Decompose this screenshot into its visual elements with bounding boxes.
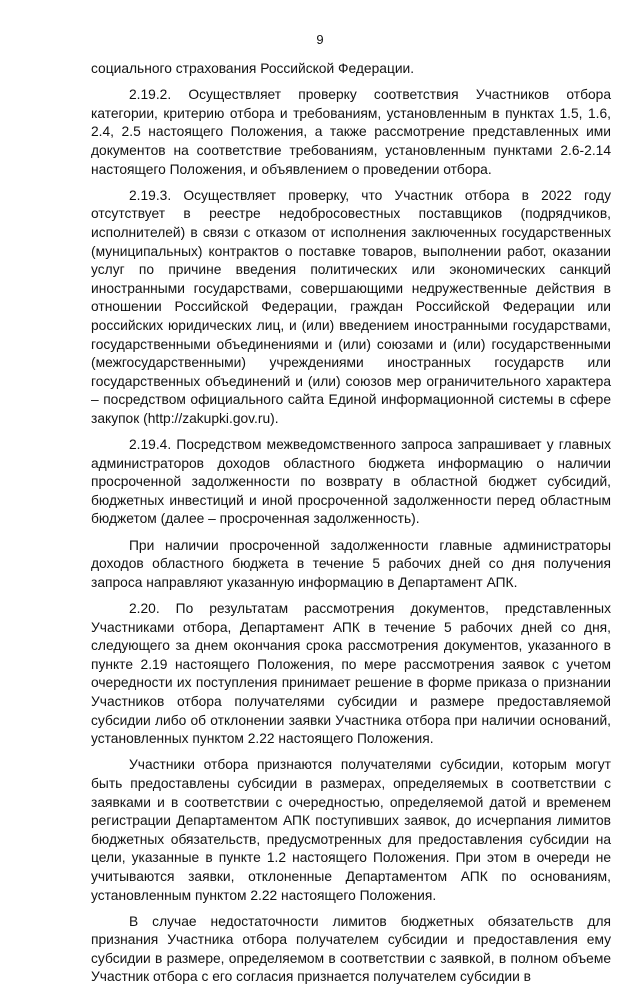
document-body xyxy=(91,60,611,995)
paragraph-continuation: социального страхования Российской Федерации. xyxy=(91,61,415,76)
paragraph-insufficient-limits: В случае недостаточности лимитов бюджетных обязательств для признания Участника отбора получателем субсидии и предоставления ему субсидии в размере, определяемом в соответствии с заявкой, в полном объеме Участник отбора с его согласия признается получателем субсидии в xyxy=(91,913,611,985)
paragraph-recipients: Участники отбора признаются получателями субсидии, которым могут быть предоставлены субсидии в размерах, определяемых в соответствии с заявками и в соответствии с очередностью, определяемой датой и временем регистрации Департаментом АПК поступивших заявок, до исчерпания лимитов бюджетных обязательств, предусмотренных для предоставления субсидии на цели, указанные в пункте 1.2 настоящего Положения. При этом в очереди не учитываются заявки, отклоненные Департаментом АПК по основаниям, установленным пунктом 2.22 настоящего Положения. xyxy=(91,757,611,903)
paragraph-overdue-debt: При наличии просроченной задолженности главные администраторы доходов областного бюджета в течение 5 рабочих дней со дня получения запроса направляют указанную информацию в Департамент АПК. xyxy=(91,537,611,590)
paragraph-2-19-2: 2.19.2. Осуществляет проверку соответствия Участников отбора категории, критерию отбора и требованиям, установленным в пунктах 1.5, 1.6, 2.4, 2.5 настоящего Положения, а также рассмотрение представленных ими документов на соответствие требованиям, установленным пунктами 2.6-2.14 настоящего Положения, и объявлением о проведении отбора. xyxy=(91,87,611,177)
paragraph-2-20: 2.20. По результатам рассмотрения документов, представленных Участниками отбора, Департамент АПК в течение 5 рабочих дней со дня, следующего за днем окончания срока рассмотрения документов, указанного в пункте 2.19 настоящего Положения, по мере рассмотрения заявок с учетом очередности их поступления принимает решение в форме приказа о признании Участников отбора получателями субсидии и размере предоставляемой субсидии либо об отклонении заявки Участника отбора при наличии оснований, установленных пунктом 2.22 настоящего Положения. xyxy=(91,601,611,747)
page-number: 9 xyxy=(316,32,324,47)
paragraph-2-19-4: 2.19.4. Посредством межведомственного запроса запрашивает у главных администраторов доходов областного бюджета информацию о наличии просроченной задолженности по возврату в областной бюджет субсидий, бюджетных инвестиций и иной просроченной задолженности перед областным бюджетом (далее – просроченная задолженность). xyxy=(91,437,611,527)
paragraph-2-19-3: 2.19.3. Осуществляет проверку, что Участник отбора в 2022 году отсутствует в реестре недобросовестных поставщиков (подрядчиков, исполнителей) в связи с отказом от исполнения заключенных государственных (муниципальных) контрактов о поставке товаров, выполнении работ, оказании услуг по причине введения политических или экономических санкций иностранными государствами, совершающими недружественные действия в отношении Российской Федерации, граждан Российской Федерации или российских юридических лиц, и (или) введением иностранными государствами, государственными объединениями и (или) союзами и (или) государственными (межгосударственными) учреждениями иностранных государств или государственных объединений и (или) союзов мер ограничительного характера – посредством официального сайта Единой информационной системы в сфере закупок (http://zakupki.gov.ru). xyxy=(91,187,611,426)
